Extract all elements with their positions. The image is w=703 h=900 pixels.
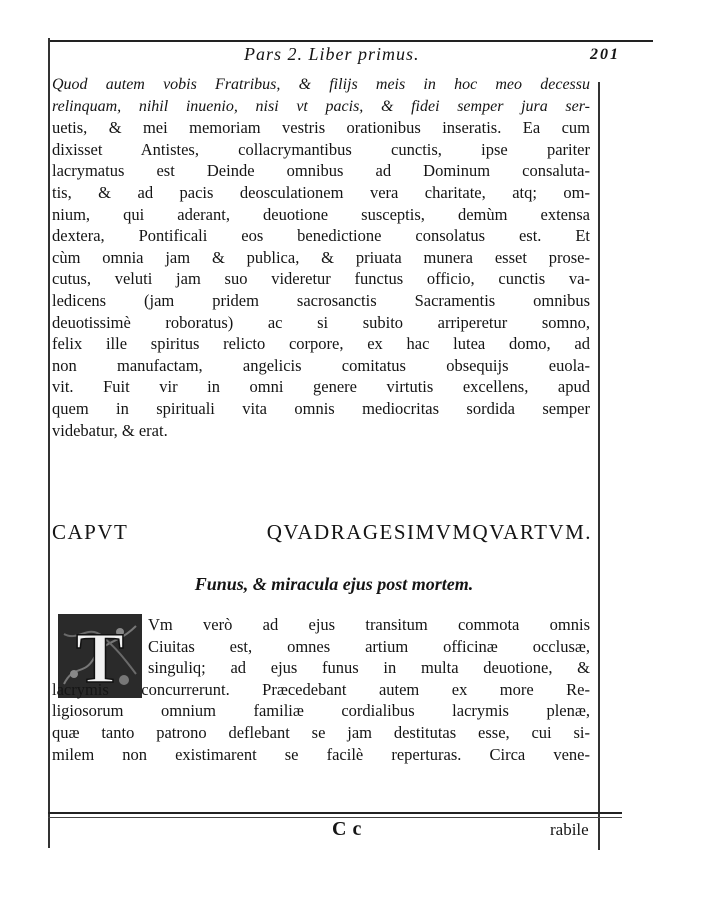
running-title: Pars 2. Liber primus.: [244, 44, 420, 64]
signature-mark: Cc: [332, 818, 368, 840]
text-line: singuliq; ad ejus funus in multa deuotione, &: [148, 658, 590, 678]
paragraph-2: [52, 614, 590, 765]
svg-text:T: T: [75, 618, 125, 698]
text-line: lacrymis concurrerunt. Præcedebant autem ex more Re-: [52, 679, 590, 699]
text-line: vit. Fuit vir in omni genere virtutis excellens, apud: [52, 377, 590, 397]
bottom-rule: [48, 812, 622, 814]
text-line: ledicens (jam pridem sacrosanctis Sacramentis omnibus: [52, 290, 590, 310]
chapter-subtitle: Funus, & miracula ejus post mortem.: [194, 574, 474, 594]
page-number: 201: [590, 46, 620, 63]
text-line: lacrymatus est Deinde omnibus ad Dominum consaluta-: [52, 161, 590, 181]
text-line: Quod autem vobis Fratribus, & filijs meis in hoc meo decessu: [52, 76, 590, 93]
text-line: ligiosorum omnium familiæ cordialibus lacrymis plenæ,: [52, 701, 590, 721]
text-line: deuotissimè roboratus) ac si subito arriperetur somno,: [52, 312, 590, 332]
chapter-word: CAPVT: [52, 520, 129, 544]
text-line: videbatur, & erat.: [52, 420, 168, 440]
text-line: Vm verò ad ejus transitum commota omnis: [148, 615, 590, 634]
chapter-number: QVADRAGESIMVMQVARTVM.: [266, 520, 592, 544]
top-rule: [48, 40, 653, 42]
paragraph-1: [52, 74, 590, 441]
right-margin-rule: [598, 82, 600, 850]
text-line: quæ tanto patrono deflebant se jam destitutas esse, cui si-: [52, 722, 590, 742]
page-frame: [44, 34, 620, 860]
text-line: relinquam, nihil inuenio, nisi vt pacis, & fidei semper jura ser-: [52, 97, 590, 115]
text-line: dixisset Antistes, collacrymantibus cunctis, ipse pariter: [52, 139, 590, 159]
running-head: [44, 44, 644, 68]
left-margin-rule: [48, 38, 50, 848]
catchword: rabile: [550, 820, 589, 839]
text-line: cutus, veluti jam suo videretur functus officio, cunctis va-: [52, 269, 590, 289]
text-line: quem in spirituali vita omnis mediocritas sordida semper: [52, 398, 590, 418]
text-line: non manufactam, angelicis comitatus obsequijs euola-: [52, 355, 590, 375]
page-footer: [44, 818, 624, 844]
text-line: felix ille spiritus relicto corpore, ex hac lutea domo, ad: [52, 334, 590, 354]
chapter-heading: [52, 520, 592, 545]
text-line: milem non existimarent se facilè reperturas. Circa vene-: [52, 744, 590, 764]
text-line: uetis, & mei memoriam vestris orationibus inseratis. Ea cum: [52, 118, 590, 138]
text-line: nium, qui aderant, deuotione susceptis, demùm extensa: [52, 204, 590, 224]
text-line: cùm omnia jam & publica, & priuata munera esset prose-: [52, 247, 590, 267]
text-line: dextera, Pontificali eos benedictione consolatus est. Et: [52, 226, 590, 246]
text-line: Ciuitas est, omnes artium officinæ occlusæ,: [148, 636, 590, 656]
text-line: tis, & ad pacis deosculationem vera charitate, atq; om-: [52, 182, 590, 202]
